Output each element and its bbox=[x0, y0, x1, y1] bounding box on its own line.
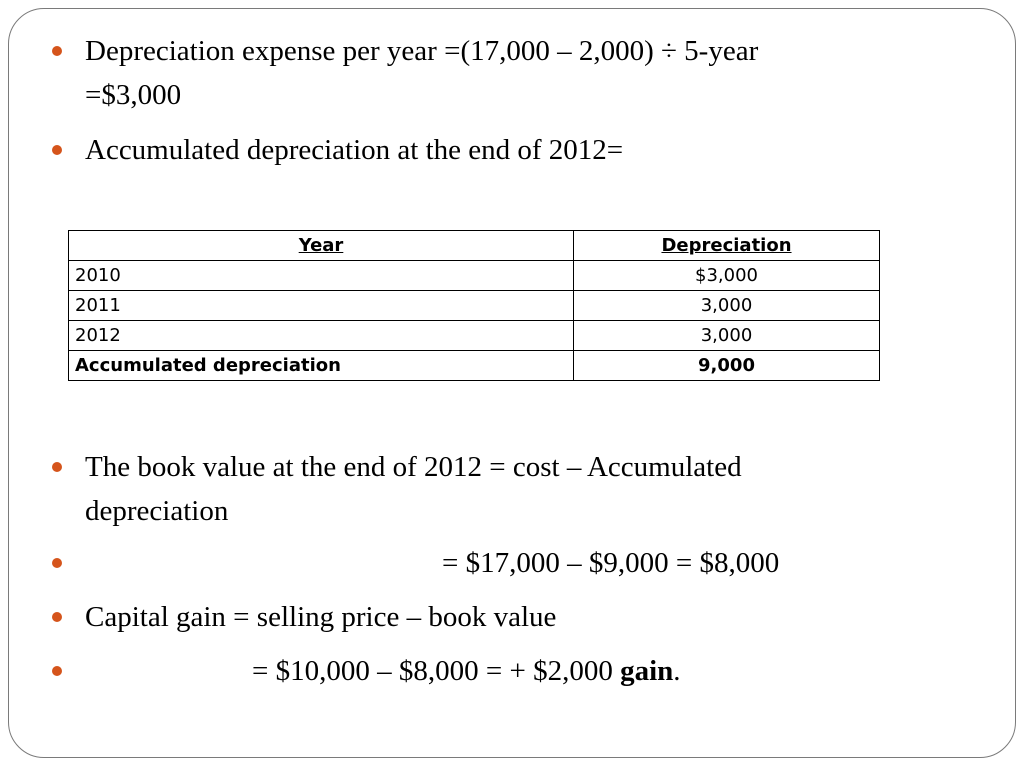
header-depreciation: Depreciation bbox=[574, 231, 880, 261]
cell-depreciation: 3,000 bbox=[574, 321, 880, 351]
cell-depreciation: 3,000 bbox=[574, 291, 880, 321]
cell-year: 2012 bbox=[69, 321, 574, 351]
cell-depreciation: $3,000 bbox=[574, 261, 880, 291]
bullet-book-value-cont: depreciation bbox=[85, 495, 229, 527]
bullet-dot bbox=[52, 46, 62, 56]
header-year: Year bbox=[69, 231, 574, 261]
gain-calc-text: = $10,000 – $8,000 = + $2,000 bbox=[252, 655, 613, 687]
bullet-depreciation-expense: Depreciation expense per year =(17,000 – 2,000) ÷ 5-year bbox=[85, 35, 759, 67]
bullet-dot bbox=[52, 666, 62, 676]
bullet-book-value-calc: = $17,000 – $9,000 = $8,000 bbox=[442, 547, 780, 579]
gain-word: gain bbox=[620, 655, 674, 687]
bullet-capital-gain-calc bbox=[252, 650, 681, 692]
bullet-depreciation-expense-cont: =$3,000 bbox=[85, 79, 182, 111]
bullet-dot bbox=[52, 145, 62, 155]
table-row bbox=[69, 291, 880, 321]
bullet-capital-gain: Capital gain = selling price – book value bbox=[85, 601, 557, 633]
bullet-accumulated-depreciation: Accumulated depreciation at the end of 2012= bbox=[85, 134, 624, 166]
bullet-dot bbox=[52, 558, 62, 568]
bullet-dot bbox=[52, 462, 62, 472]
cell-year: 2010 bbox=[69, 261, 574, 291]
slide-frame bbox=[8, 8, 1016, 758]
bullet-dot bbox=[52, 612, 62, 622]
bullet-book-value: The book value at the end of 2012 = cost – Accumulated bbox=[85, 451, 742, 483]
cell-total-label: Accumulated depreciation bbox=[69, 351, 574, 381]
table-row bbox=[69, 321, 880, 351]
table-header-row bbox=[69, 231, 880, 261]
cell-total-value: 9,000 bbox=[574, 351, 880, 381]
table-total-row bbox=[69, 351, 880, 381]
cell-year: 2011 bbox=[69, 291, 574, 321]
gain-period: . bbox=[673, 655, 681, 687]
depreciation-table bbox=[68, 230, 880, 381]
table-row bbox=[69, 261, 880, 291]
